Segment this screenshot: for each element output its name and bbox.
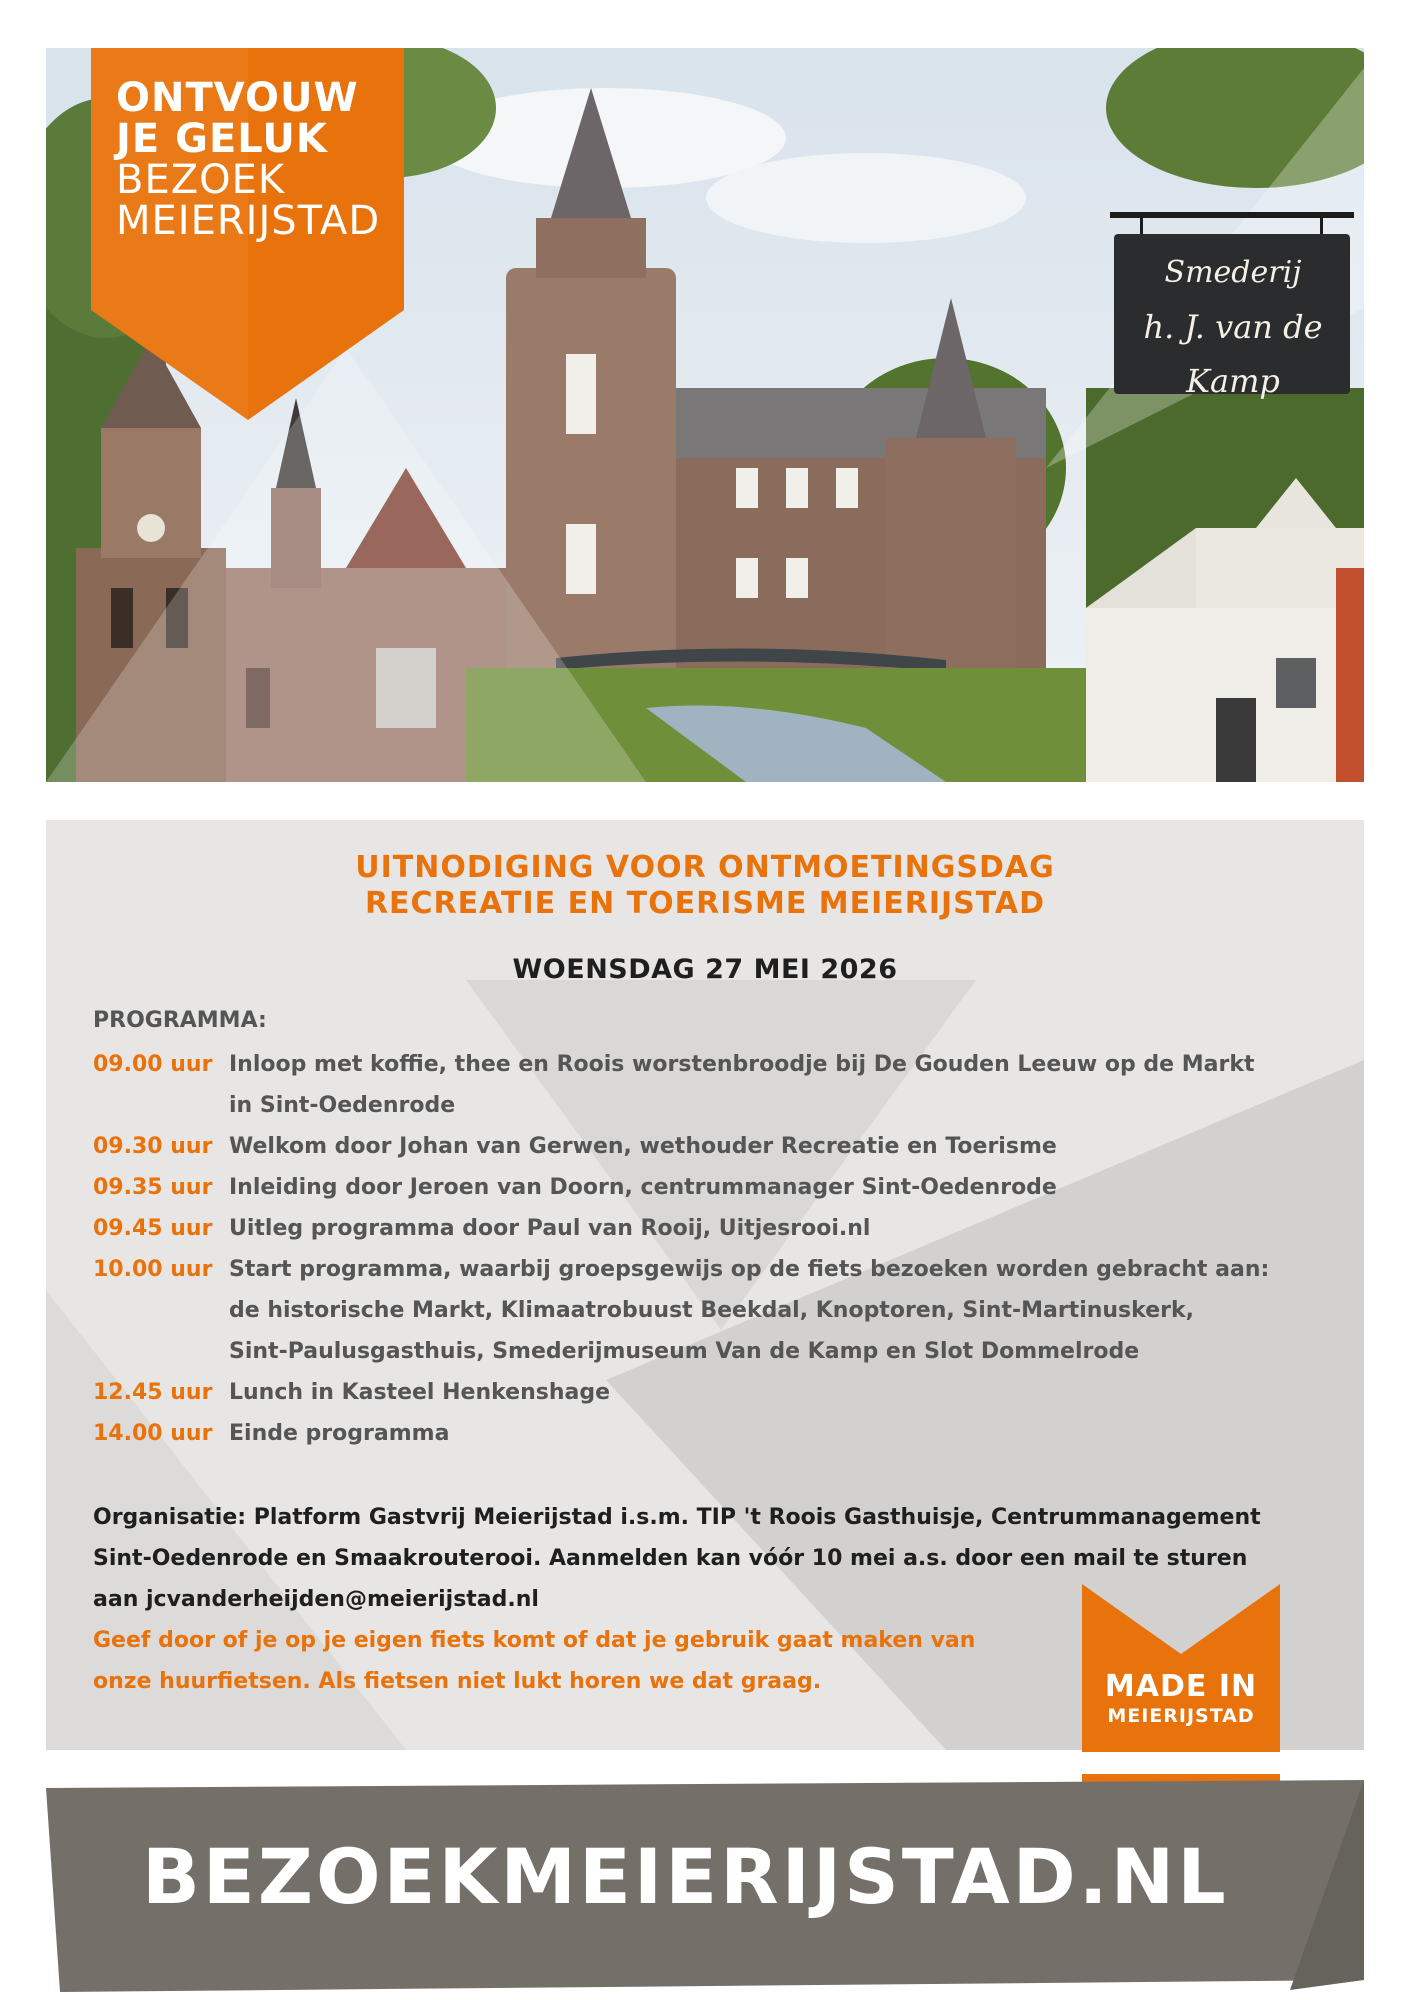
- program-item: [93, 1167, 1333, 1208]
- program-description: [229, 1044, 1333, 1126]
- sign-line-2: h. J. van de Kamp: [1143, 308, 1323, 400]
- made-in-meierijstad-badge: [1082, 1584, 1280, 1812]
- program-time: 12.45 uur: [93, 1380, 213, 1405]
- program-list: [93, 1044, 1333, 1454]
- program-line: Lunch in Kasteel Henkenshage: [229, 1380, 611, 1405]
- program-line: Inloop met koffie, thee en Roois worstenbroodje bij De Gouden Leeuw op de Markt: [229, 1052, 1255, 1077]
- badge-line-2: MEIERIJSTAD: [1107, 1705, 1255, 1727]
- organisation-line: Organisatie: Platform Gastvrij Meierijstad i.s.m. TIP 't Roois Gasthuisje, Centrummanagement: [93, 1505, 1261, 1530]
- bike-note-line: onze huurfietsen. Als fietsen niet lukt horen we dat graag.: [93, 1669, 822, 1694]
- program-item: [93, 1126, 1333, 1167]
- organisation-line: Sint-Oedenrode en Smaakrouterooi. Aanmelden kan vóór 10 mei a.s. door een mail te sturen: [93, 1546, 1248, 1571]
- brand-line-2: JE GELUK: [116, 116, 328, 162]
- program-time: 09.30 uur: [93, 1134, 213, 1159]
- program-item: [93, 1044, 1333, 1126]
- program-time: 14.00 uur: [93, 1421, 213, 1446]
- program-description: [229, 1126, 1333, 1167]
- program-line: Start programma, waarbij groepsgewijs op de fiets bezoeken worden gebracht aan:: [229, 1257, 1270, 1282]
- program-description: [229, 1413, 1333, 1454]
- program-line: Einde programma: [229, 1421, 450, 1446]
- program-line: de historische Markt, Klimaatrobuust Beekdal, Knoptoren, Sint-Martinuskerk,: [229, 1298, 1194, 1323]
- program-item: [93, 1372, 1333, 1413]
- bike-note-line: Geef door of je op je eigen fiets komt of dat je gebruik gaat maken van: [93, 1628, 976, 1653]
- brand-line-1: ONTVOUW: [116, 75, 359, 121]
- brand-line-4: MEIERIJSTAD: [116, 198, 381, 244]
- program-line: in Sint-Oedenrode: [229, 1093, 456, 1118]
- program-description: [229, 1249, 1333, 1372]
- smithy-sign-text: [1130, 246, 1336, 408]
- event-date: WOENSDAG 27 MEI 2026: [512, 954, 898, 985]
- cloud: [706, 153, 1026, 243]
- smithy-sign: [1110, 212, 1354, 400]
- program-time: 10.00 uur: [93, 1257, 213, 1282]
- brand-slogan: [116, 75, 381, 244]
- program-line: Welkom door Johan van Gerwen, wethouder Recreatie en Toerisme: [229, 1134, 1057, 1159]
- program-item: [93, 1208, 1333, 1249]
- brand-line-3: BEZOEK: [116, 157, 286, 203]
- invitation-title-line-1: UITNODIGING VOOR ONTMOETINGSDAG: [355, 850, 1055, 885]
- program-description: [229, 1372, 1333, 1413]
- program-description: [229, 1167, 1333, 1208]
- program-line: Sint-Paulusgasthuis, Smederijmuseum Van de Kamp en Slot Dommelrode: [229, 1339, 1140, 1364]
- badge-text: [1082, 1670, 1280, 1728]
- program-item: [93, 1413, 1333, 1454]
- sign-line-1: Smederij: [1164, 255, 1302, 290]
- organisation-line: aan jcvanderheijden@meierijstad.nl: [93, 1587, 539, 1612]
- program-item: [93, 1249, 1333, 1372]
- program-heading: PROGRAMMA:: [93, 1008, 267, 1033]
- brand-flag: [46, 48, 404, 420]
- program-time: 09.45 uur: [93, 1216, 213, 1241]
- program-time: 09.35 uur: [93, 1175, 213, 1200]
- program-description: [229, 1208, 1333, 1249]
- footer-banner: [0, 1780, 1410, 2000]
- website-url[interactable]: BEZOEKMEIERIJSTAD.NL: [142, 1832, 1229, 1921]
- program-line: Inleiding door Jeroen van Doorn, centrummanager Sint-Oedenrode: [229, 1175, 1057, 1200]
- program-time: 09.00 uur: [93, 1052, 213, 1077]
- badge-line-1: MADE IN: [1104, 1669, 1258, 1704]
- invitation-title-line-2: RECREATIE EN TOERISME MEIERIJSTAD: [364, 886, 1046, 921]
- bike-note: [93, 1620, 1093, 1702]
- program-line: Uitleg programma door Paul van Rooij, Uitjesrooi.nl: [229, 1216, 871, 1241]
